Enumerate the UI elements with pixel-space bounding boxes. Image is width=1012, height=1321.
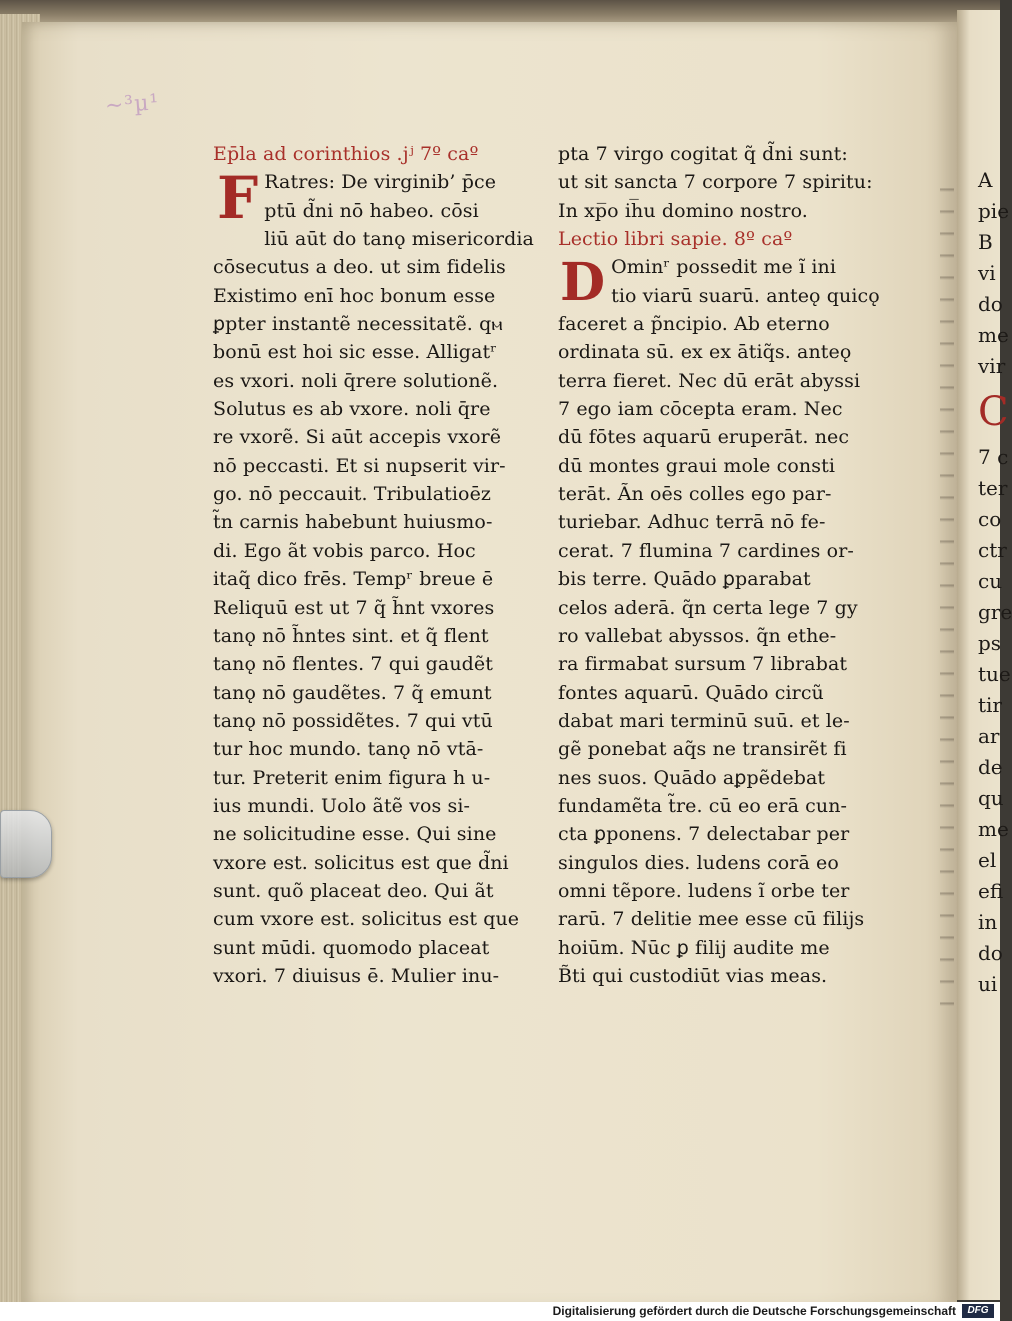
right-line: turiebar. Adhuc terrā nō fe- — [558, 511, 826, 534]
next-page-text-fragments — [978, 165, 1012, 1000]
left-line: es vxori. noli q̄rere solutionẽ. — [213, 369, 499, 392]
left-line: sunt mūdi. quomodo placeat — [213, 936, 490, 959]
next-page-fragment: B — [978, 230, 993, 254]
left-line: cōsecutus a deo. ut sim fidelis — [213, 256, 506, 279]
next-page-fragment: ps — [978, 631, 1002, 655]
left-line: ne solicitudine esse. Qui sine — [213, 823, 497, 846]
left-line: nō peccasti. Et si nupserit vir- — [213, 454, 506, 477]
right-line: B̃ti qui custodiūt vias meas. — [558, 964, 828, 987]
left-line: go. nō peccauit. Tribulatioēz — [213, 483, 492, 506]
next-page-fragment: do — [978, 292, 1003, 316]
next-page-fragment: de — [978, 755, 1003, 779]
next-page-fragment: in — [978, 910, 998, 934]
right-column-lines-top — [558, 140, 880, 225]
next-page-fragment: vir — [978, 354, 1006, 378]
left-line: ptū d̃ni nō habeo. cōsi — [264, 199, 479, 222]
left-line: re vxorẽ. Si aūt accepis vxorẽ — [213, 426, 502, 449]
right-line: terra fieret. Nec dū erāt abyssi — [558, 369, 861, 392]
right-line: fundamẽta t̃re. cū eo erā cun- — [558, 794, 848, 817]
right-line: terāt. Ãn oēs colles ego par- — [558, 483, 832, 506]
dfg-logo: DFG — [962, 1304, 994, 1318]
right-line: gẽ ponebat aq̃s ne transirẽt fi — [558, 738, 847, 761]
left-line: itaq̃ dico frēs. Tempʳ breue ē — [213, 568, 494, 591]
right-line: ro vallebat abyssos. q̃n ethe- — [558, 624, 837, 647]
left-line: t̃n carnis habebunt huiusmo- — [213, 511, 493, 534]
left-line: bonū est hoi sic esse. Alligatʳ — [213, 341, 497, 364]
left-line: Ratres: De virginib’ p̄ce — [264, 171, 497, 194]
left-line: vxore est. solicitus est que d̃ni — [213, 851, 509, 874]
right-column-lines — [558, 253, 880, 990]
next-page-fragment: ar — [978, 724, 1000, 748]
left-line: Reliquū est ut 7 q̃ h̃nt vxores — [213, 596, 495, 619]
next-page-fragment: cu — [978, 569, 1003, 593]
right-line: singulos dies. ludens corā eo — [558, 851, 839, 874]
right-line: tio viarū suarū. anteǫ quicǫ — [611, 284, 880, 307]
next-page-fragment: do — [978, 941, 1003, 965]
left-line: tanǫ nō gaudẽtes. 7 q̃ emunt — [213, 681, 492, 704]
left-line: Solutus es ab vxore. noli q̄re — [213, 398, 491, 421]
right-line: celos aderā. q̃n certa lege 7 gy — [558, 596, 858, 619]
right-line: fontes aquarū. Quādo circũ — [558, 681, 824, 704]
left-line: tur hoc mundo. tanǫ nō vtā- — [213, 738, 484, 761]
right-line: ra firmabat sursum 7 librabat — [558, 653, 848, 676]
left-line: tanǫ nō h̃ntes sint. et q̃ flent — [213, 624, 489, 647]
next-page-fragment: gre — [978, 600, 1012, 624]
next-page-gutter-marks — [940, 170, 954, 1020]
right-line: nes suos. Quādo aꝑpẽdebat — [558, 766, 826, 789]
right-line: dū fōtes aquarū eruperāt. nec — [558, 426, 850, 449]
left-line: di. Ego ãt vobis parco. Hoc — [213, 539, 476, 562]
next-page-fragment: pie — [978, 199, 1010, 223]
next-page-fragment: C — [978, 389, 1009, 435]
right-text-column — [558, 140, 880, 990]
next-page-fragment: co — [978, 507, 1002, 531]
right-line: hoiūm. Nūc ꝑ filij audite me — [558, 936, 830, 959]
right-top-line: pta 7 virgo cogitat q̃ d̃ni sunt: — [558, 143, 848, 165]
next-page-fragment: A — [978, 168, 993, 192]
next-page-fragment: el — [978, 848, 997, 872]
left-text-column — [213, 140, 533, 990]
left-line: vxori. 7 diuisus ē. Mulier inu- — [213, 964, 500, 987]
right-top-line: ut sit sancta 7 corpore 7 spiritu: — [558, 171, 873, 194]
footer-credit: Digitalisierung gefördert durch die Deutsche Forschungsgemeinschaft — [552, 1304, 956, 1318]
next-page-fragment: me — [978, 817, 1009, 841]
right-initial-letter: D — [560, 252, 606, 314]
left-line: tur. Preterit enim figura h u- — [213, 766, 491, 789]
right-line: ordinata sū. ex ex ātiq̃s. anteǫ — [558, 341, 852, 364]
right-line: 7 ego iam cōcepta eram. Nec — [558, 398, 843, 421]
right-line: faceret a p̃ncipio. Ab eterno — [558, 313, 830, 336]
next-page-fragment: ui — [978, 972, 998, 996]
right-line: bis terre. Quādo ꝑparabat — [558, 568, 811, 591]
right-line: cerat. 7 flumina 7 cardines or- — [558, 539, 854, 562]
next-page-fragment: efi — [978, 879, 1004, 903]
right-line: cta ꝑponens. 7 delectabar per — [558, 823, 850, 846]
left-column-heading: Ep̄la ad corinthios .jʲ 7º caº — [213, 143, 479, 165]
right-line: rarū. 7 delitie mee esse cū filijs — [558, 908, 865, 931]
pencil-annotation: ~³µ¹ — [104, 90, 161, 119]
next-page-fragment: ctr — [978, 538, 1007, 562]
left-line: liū aūt do tanǫ misericordia — [264, 228, 534, 251]
left-line: tanǫ nō possidẽtes. 7 qui vtū — [213, 709, 493, 732]
next-page-fragment: tue — [978, 662, 1011, 686]
left-line: cum vxore est. solicitus est que — [213, 908, 520, 931]
right-column-heading: Lectio libri sapie. 8º caº — [558, 228, 793, 251]
left-initial-letter: F — [217, 164, 259, 233]
right-line: omni tẽpore. ludens ĩ orbe ter — [558, 879, 850, 902]
page-clip — [0, 810, 52, 878]
right-line: dabat mari terminū suū. et le- — [558, 709, 850, 732]
left-line: tanǫ nō flentes. 7 qui gaudẽt — [213, 653, 494, 676]
next-page-fragment: vi — [978, 261, 996, 285]
right-line: dū montes graui mole consti — [558, 454, 836, 477]
next-page-fragment: 7 c — [978, 445, 1009, 469]
right-top-line: In xp̅o ih̅u domino nostro. — [558, 199, 808, 222]
left-column-lines — [213, 164, 534, 990]
right-line: Ominʳ possedit me ĩ ini — [611, 256, 837, 279]
next-page-fragment: ter — [978, 476, 1008, 500]
left-line: sunt. quõ placeat deo. Qui ãt — [213, 879, 494, 902]
next-page-fragment: me — [978, 323, 1009, 347]
left-line: ꝑpter instantẽ necessitatẽ. qⲙ — [213, 313, 503, 336]
next-page-fragment: qu — [978, 786, 1004, 810]
next-page-fragment: tir — [978, 693, 1002, 717]
left-line: ius mundi. Uolo ãtẽ vos si- — [213, 794, 471, 817]
left-line: Existimo enī hoc bonum esse — [213, 284, 496, 307]
